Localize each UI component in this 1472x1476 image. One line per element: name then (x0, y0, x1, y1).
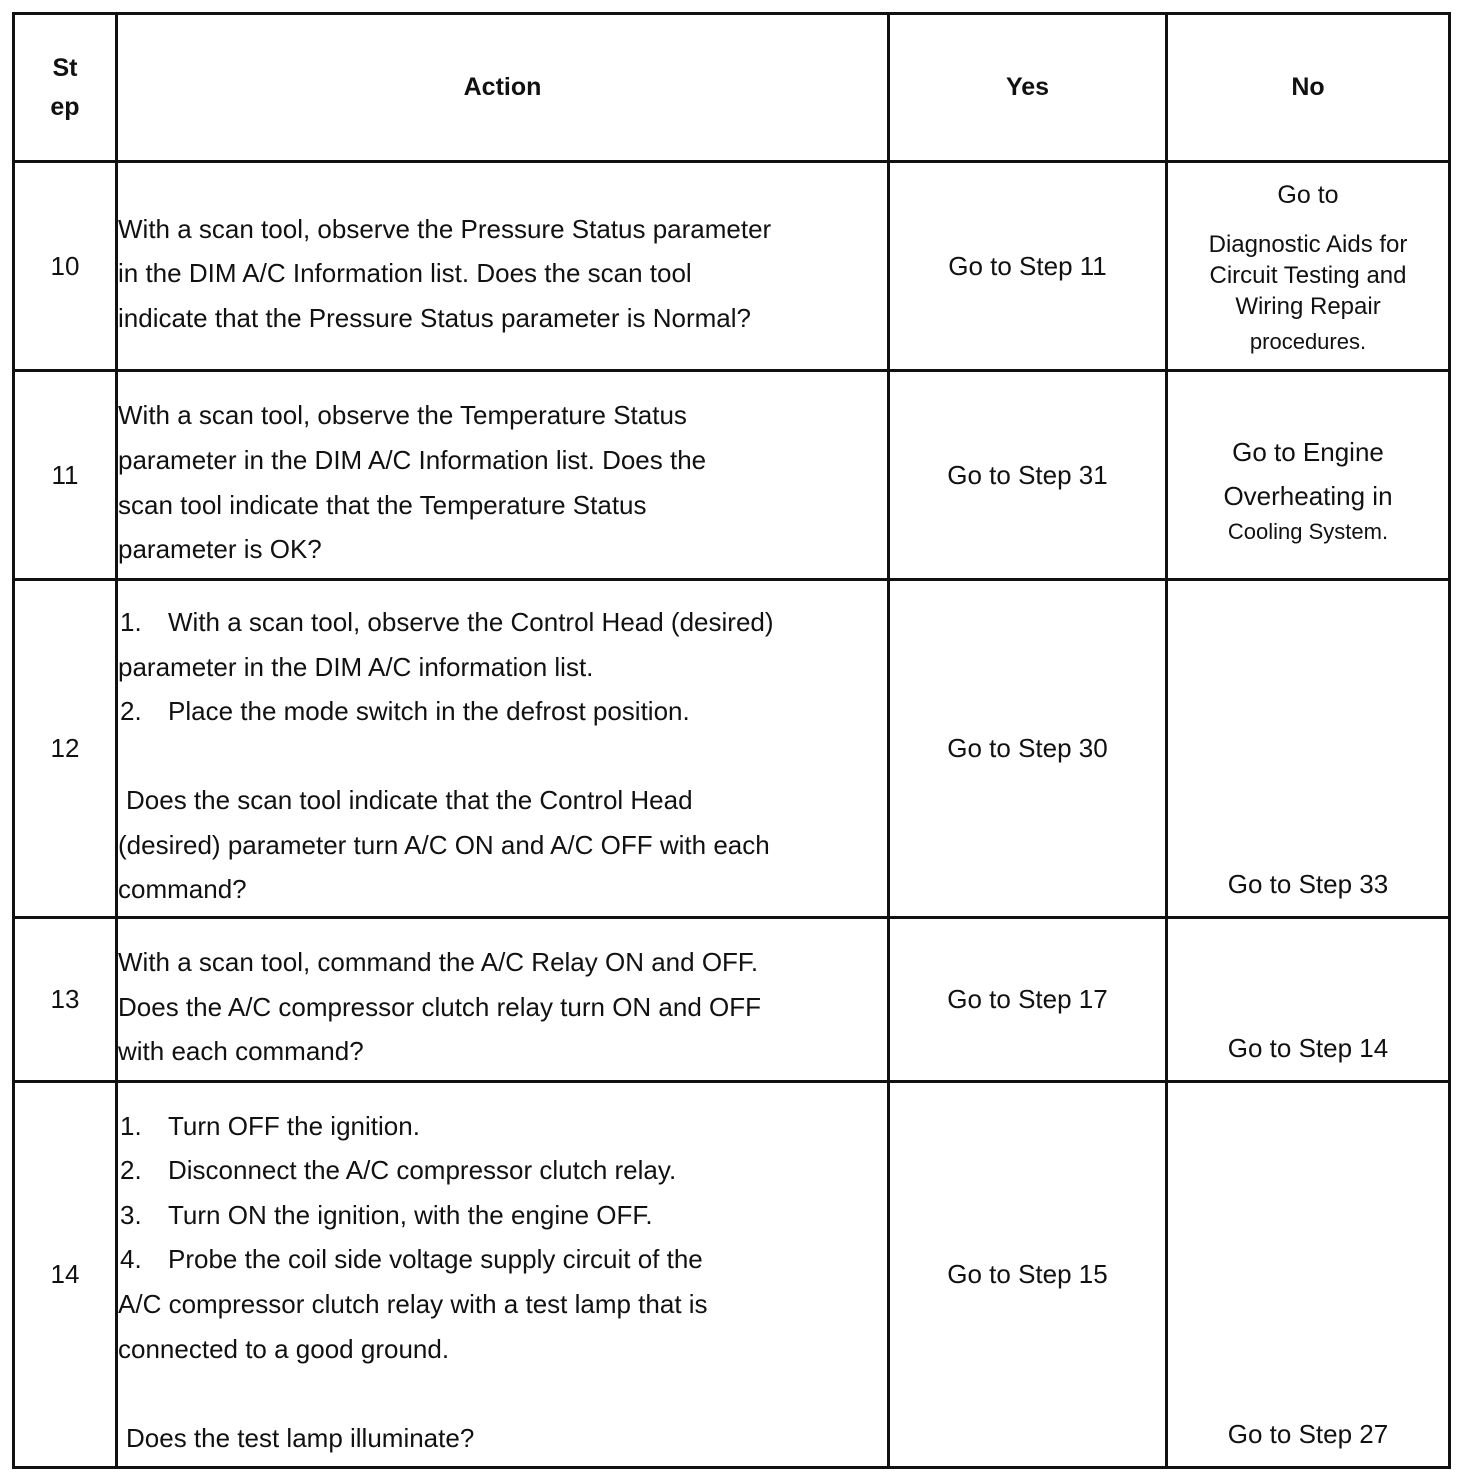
yes-link[interactable]: Go to Step 30 (889, 580, 1167, 918)
list-item (118, 600, 887, 645)
list-text: Disconnect the A/C compressor clutch relay. (168, 1155, 677, 1186)
header-action: Action (117, 14, 889, 162)
list-item (118, 1237, 887, 1282)
no-line: Overheating in (1223, 481, 1393, 511)
list-item (118, 1148, 887, 1193)
no-link[interactable]: Go to Step 33 (1167, 580, 1450, 918)
action-line: With a scan tool, observe the Pressure Status parameter (118, 213, 772, 244)
list-text: Place the mode switch in the defrost position. (168, 696, 690, 727)
yes-link[interactable]: Go to Step 31 (889, 371, 1167, 580)
list-number: 4. (120, 1244, 142, 1275)
table-row (14, 1082, 1450, 1468)
table-row (14, 580, 1450, 918)
step-number: 12 (14, 580, 117, 918)
list-text: Probe the coil side voltage supply circuit of the (168, 1244, 703, 1275)
step-number: 10 (14, 162, 117, 371)
action-line: With a scan tool, command the A/C Relay ON and OFF. (118, 947, 759, 978)
header-no: No (1167, 14, 1450, 162)
list-number: 1. (120, 606, 142, 637)
no-line: Circuit Testing and (1209, 262, 1407, 289)
action-line: scan tool indicate that the Temperature Status (118, 489, 647, 520)
step-number: 14 (14, 1082, 117, 1468)
no-line: Go to Engine (1232, 437, 1384, 467)
header-step (14, 14, 117, 162)
header-step-line2: ep (50, 92, 80, 121)
list-text: Turn OFF the ignition. (168, 1110, 420, 1141)
question-line: Does the test lamp illuminate? (126, 1422, 475, 1453)
action-line: with each command? (118, 1036, 364, 1067)
action-line: connected to a good ground. (118, 1333, 450, 1364)
list-number: 2. (120, 1155, 142, 1186)
diagnostic-table (12, 12, 1451, 1469)
table-row (14, 918, 1450, 1082)
list-text: Turn ON the ignition, with the engine OFF. (168, 1199, 653, 1230)
question-line: (desired) parameter turn A/C ON and A/C OFF with each (118, 829, 770, 860)
yes-link[interactable]: Go to Step 17 (889, 918, 1167, 1082)
no-link[interactable] (1167, 371, 1450, 580)
list-item (118, 1193, 887, 1238)
action-line: A/C compressor clutch relay with a test lamp that is (118, 1289, 708, 1319)
action-line: parameter in the DIM A/C information list. (118, 651, 594, 682)
action-cell (117, 1082, 889, 1468)
no-link[interactable] (1167, 162, 1450, 371)
no-link[interactable]: Go to Step 14 (1167, 918, 1450, 1082)
no-line: Diagnostic Aids for (1208, 231, 1408, 258)
header-step-line1: St (52, 53, 78, 82)
action-cell (117, 580, 889, 918)
list-item (118, 1104, 887, 1149)
list-item (118, 689, 887, 734)
table-row (14, 162, 1450, 371)
action-line: With a scan tool, observe the Temperature Status (118, 400, 687, 431)
question-line: command? (118, 874, 247, 905)
list-number: 3. (120, 1199, 142, 1230)
action-line: parameter in the DIM A/C Information list. Does the (118, 444, 707, 475)
list-text: With a scan tool, observe the Control Head (desired) (168, 606, 774, 637)
action-cell (117, 918, 889, 1082)
no-link[interactable]: Go to Step 27 (1167, 1082, 1450, 1468)
no-line: Go to (1277, 181, 1339, 209)
no-line: procedures. (1249, 329, 1367, 354)
action-line: parameter is OK? (118, 534, 322, 565)
yes-link[interactable]: Go to Step 15 (889, 1082, 1167, 1468)
action-cell (117, 162, 889, 371)
table-row (14, 371, 1450, 580)
yes-link[interactable]: Go to Step 11 (889, 162, 1167, 371)
action-line: Does the A/C compressor clutch relay turn ON and OFF (118, 991, 762, 1022)
no-line: Wiring Repair (1235, 293, 1381, 320)
header-row (14, 14, 1450, 162)
action-line: in the DIM A/C Information list. Does the scan tool (118, 258, 692, 289)
step-number: 13 (14, 918, 117, 1082)
no-line: Cooling System. (1227, 519, 1389, 544)
question-line: Does the scan tool indicate that the Control Head (126, 785, 693, 816)
list-number: 1. (120, 1110, 142, 1141)
action-cell (117, 371, 889, 580)
action-line: indicate that the Pressure Status parameter is Normal? (118, 302, 751, 333)
list-number: 2. (120, 696, 142, 727)
step-number: 11 (14, 371, 117, 580)
header-yes: Yes (889, 14, 1167, 162)
